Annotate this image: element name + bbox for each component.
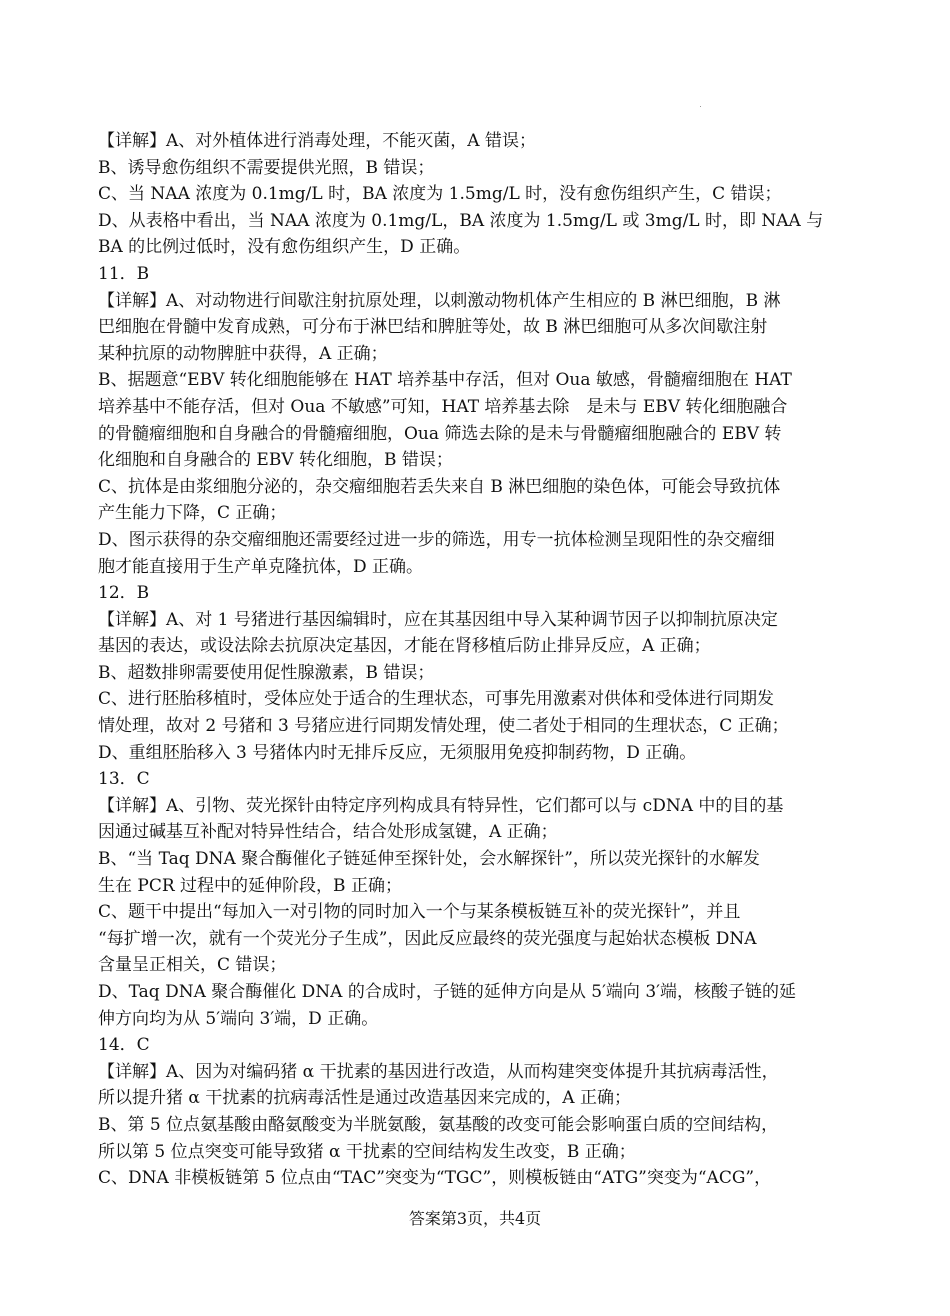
text-line: D、从表格中看出，当 NAA 浓度为 0.1mg/L，BA 浓度为 1.5mg/L 或 3mg/L 时，即 NAA 与 <box>98 210 824 231</box>
text-line: C、进行胚胎移植时，受体应处于适合的生理状态，可事先用激素对供体和受体进行同期发 <box>98 689 775 710</box>
text-line: 情处理，故对 2 号猪和 3 号猪应进行同期发情处理，使二者处于相同的生理状态，C 正确； <box>98 716 789 737</box>
text-line: D、Taq DNA 聚合酶催化 DNA 的合成时，子链的延伸方向是从 5′端向 3′端，核酸子链的延 <box>98 982 797 1002</box>
text-line: 培养基中不能存活，但对 Oua 不敏感”可知，HAT 培养基去除 是未与 EBV 转化细胞融合 <box>98 396 788 417</box>
answer-content <box>98 128 854 1192</box>
text-line: 14．C <box>98 1035 150 1056</box>
text-line: 因通过碱基互补配对特异性结合，结合处形成氢键，A 正确； <box>98 822 558 843</box>
text-line: C、当 NAA 浓度为 0.1mg/L 时，BA 浓度为 1.5mg/L 时，没有愈伤组织产生，C 错误； <box>98 184 782 205</box>
text-line: 【详解】A、引物、荧光探针由特定序列构成具有特异性，它们都可以与 cDNA 中的目的基 <box>98 795 784 816</box>
text-line: C、抗体是由浆细胞分泌的，杂交瘤细胞若丢失来自 B 淋巴细胞的染色体，可能会导致抗体 <box>98 476 781 497</box>
text-line: C、题干中提出“每加入一对引物的同时加入一个与某条模板链互补的荧光探针”，并且 <box>98 902 741 923</box>
text-line: 13．C <box>98 769 150 790</box>
text-line: B、第 5 位点氨基酸由酪氨酸变为半胱氨酸，氨基酸的改变可能会影响蛋白质的空间结构， <box>98 1114 779 1135</box>
text-line: BA 的比例过低时，没有愈伤组织产生，D 正确。 <box>98 237 471 258</box>
text-line: 含量呈正相关，C 错误； <box>98 955 287 976</box>
text-line: 伸方向均为从 5′端向 3′端，D 正确。 <box>98 1008 379 1029</box>
text-line: 11．B <box>98 263 150 284</box>
text-line: C、DNA 非模板链第 5 位点由“TAC”突变为“TGC”，则模板链由“ATG”突变为“ACG”， <box>98 1168 772 1189</box>
text-line: D、图示获得的杂交瘤细胞还需要经过进一步的筛选，用专一抗体检测呈现阳性的杂交瘤细 <box>98 529 775 550</box>
text-line: 【详解】A、因为对编码猪 α 干扰素的基因进行改造，从而构建突变体提升其抗病毒活性， <box>98 1061 779 1082</box>
text-line: 【详解】A、对 1 号猪进行基因编辑时，应在其基因组中导入某种调节因子以抑制抗原决定 <box>98 609 778 630</box>
text-line: 12．B <box>98 583 150 604</box>
text-line: B、“当 Taq DNA 聚合酶催化子链延伸至探针处，会水解探针”，所以荧光探针的水解发 <box>98 849 760 870</box>
text-line: 产生能力下降，C 正确； <box>98 503 287 524</box>
text-line: D、重组胚胎移入 3 号猪体内时无排斥反应，无须服用免疫抑制药物，D 正确。 <box>98 742 697 763</box>
text-line: B、超数排卵需要使用促性腺激素，B 错误； <box>98 662 435 683</box>
text-line: 所以提升猪 α 干扰素的抗病毒活性是通过改造基因来完成的，A 正确； <box>98 1088 631 1109</box>
text-line: B、诱导愈伤组织不需要提供光照，B 错误； <box>98 157 435 178</box>
text-line: B、据题意“EBV 转化细胞能够在 HAT 培养基中存活，但对 Oua 敏感，骨髓瘤细胞在 HAT <box>98 370 792 391</box>
text-line: “每扩增一次，就有一个荧光分子生成”，因此反应最终的荧光强度与起始状态模板 DNA <box>98 928 757 949</box>
text-line: 【详解】A、对动物进行间歇注射抗原处理，以刺激动物机体产生相应的 B 淋巴细胞，B 淋 <box>98 290 781 311</box>
text-line: 基因的表达，或设法除去抗原决定基因，才能在肾移植后防止排异反应，A 正确； <box>98 636 711 657</box>
text-line: 化细胞和自身融合的 EBV 转化细胞，B 错误； <box>98 450 453 471</box>
text-line: 某种抗原的动物脾脏中获得，A 正确； <box>98 343 388 364</box>
text-line: 所以第 5 位点突变可能导致猪 α 干扰素的空间结构发生改变，B 正确； <box>98 1141 636 1162</box>
text-line: 胞才能直接用于生产单克隆抗体，D 正确。 <box>98 556 424 577</box>
text-line: 生在 PCR 过程中的延伸阶段，B 正确； <box>98 875 402 896</box>
text-line: 巴细胞在骨髓中发育成熟，可分布于淋巴结和脾脏等处，故 B 淋巴细胞可从多次间歇注射 <box>98 317 768 338</box>
text-line: 【详解】A、对外植体进行消毒处理，不能灭菌，A 错误； <box>98 131 536 151</box>
page-footer: 答案第3页，共4页 <box>408 1209 542 1228</box>
scan-speck <box>700 106 701 107</box>
text-line: 的骨髓瘤细胞和自身融合的骨髓瘤细胞，Oua 筛选去除的是未与骨髓瘤细胞融合的 EBV 转 <box>98 423 782 444</box>
